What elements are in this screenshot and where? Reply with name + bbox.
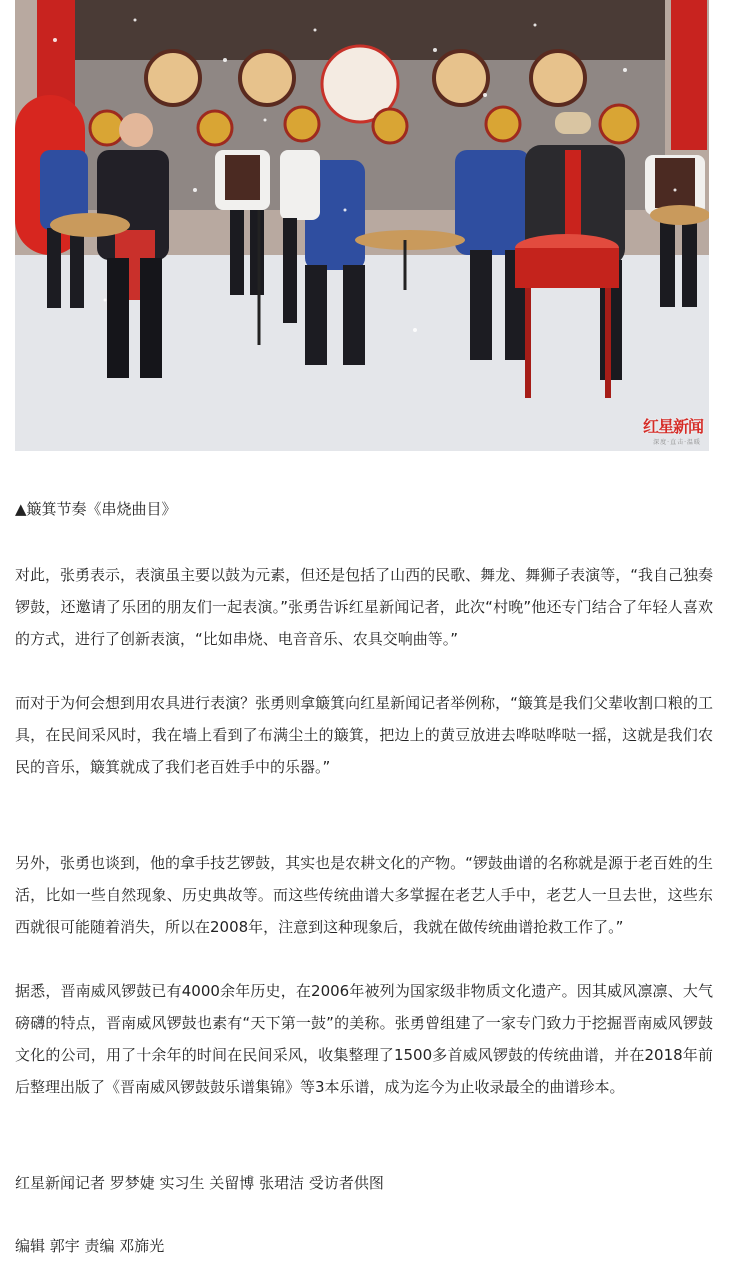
photo-caption: ▲簸箕节奏《串烧曲目》 <box>15 500 177 518</box>
paragraph-4: 据悉，晋南威风锣鼓已有4000余年历史，在2006年被列为国家级非物质文化遗产。因其威风凛凛、大气磅礴的特点，晋南威风锣鼓也素有“天下第一鼓”的美称。张勇曾组建了一家专门致力于挖掘晋南威风锣鼓文化的公司，用了十余年的时间在民间采风，收集整理了1500多首威风锣鼓的传统曲谱，并在2018年前后整理出版了《晋南威风锣鼓鼓乐谱集锦》等3本乐谱，成为迄今为止收录最全的曲谱珍本。 <box>15 982 713 1096</box>
paragraph-2: 而对于为何会想到用农具进行表演？张勇则拿簸箕向红星新闻记者举例称，“簸箕是我们父辈收割口粮的工具，在民间采风时，我在墙上看到了布满尘土的簸箕，把边上的黄豆放进去哗哒哗哒一摇，这就是我们农民的音乐，簸箕就成了我们老百姓手中的乐器。” <box>15 694 713 776</box>
article-photo <box>15 0 709 451</box>
watermark-logo: 红星新闻 <box>642 417 703 436</box>
editor-credit: 编辑 郭宇 责编 邓旆光 <box>15 1237 165 1255</box>
reporter-credit: 红星新闻记者 罗梦婕 实习生 关留博 张珺洁 受访者供图 <box>15 1174 384 1192</box>
paragraph-3: 另外，张勇也谈到，他的拿手技艺锣鼓，其实也是农耕文化的产物。“锣鼓曲谱的名称就是源于老百姓的生活，比如一些自然现象、历史典故等。而这些传统曲谱大多掌握在老艺人手中，老艺人一旦去世，这些东西就很可能随着消失，所以在2008年，注意到这种现象后，我就在做传统曲谱抢救工作了。” <box>15 854 713 936</box>
paragraph-1: 对此，张勇表示，表演虽主要以鼓为元素，但还是包括了山西的民歌、舞龙、舞狮子表演等，“我自己独奏锣鼓，还邀请了乐团的朋友们一起表演。”张勇告诉红星新闻记者，此次“村晚”他还专门结合了年轻人喜欢的方式，进行了创新表演，“比如串烧、电音音乐、农具交响曲等。” <box>15 566 713 648</box>
watermark-subtitle: 深度·直击·温暖 <box>653 439 701 446</box>
photo-scene <box>15 0 709 451</box>
